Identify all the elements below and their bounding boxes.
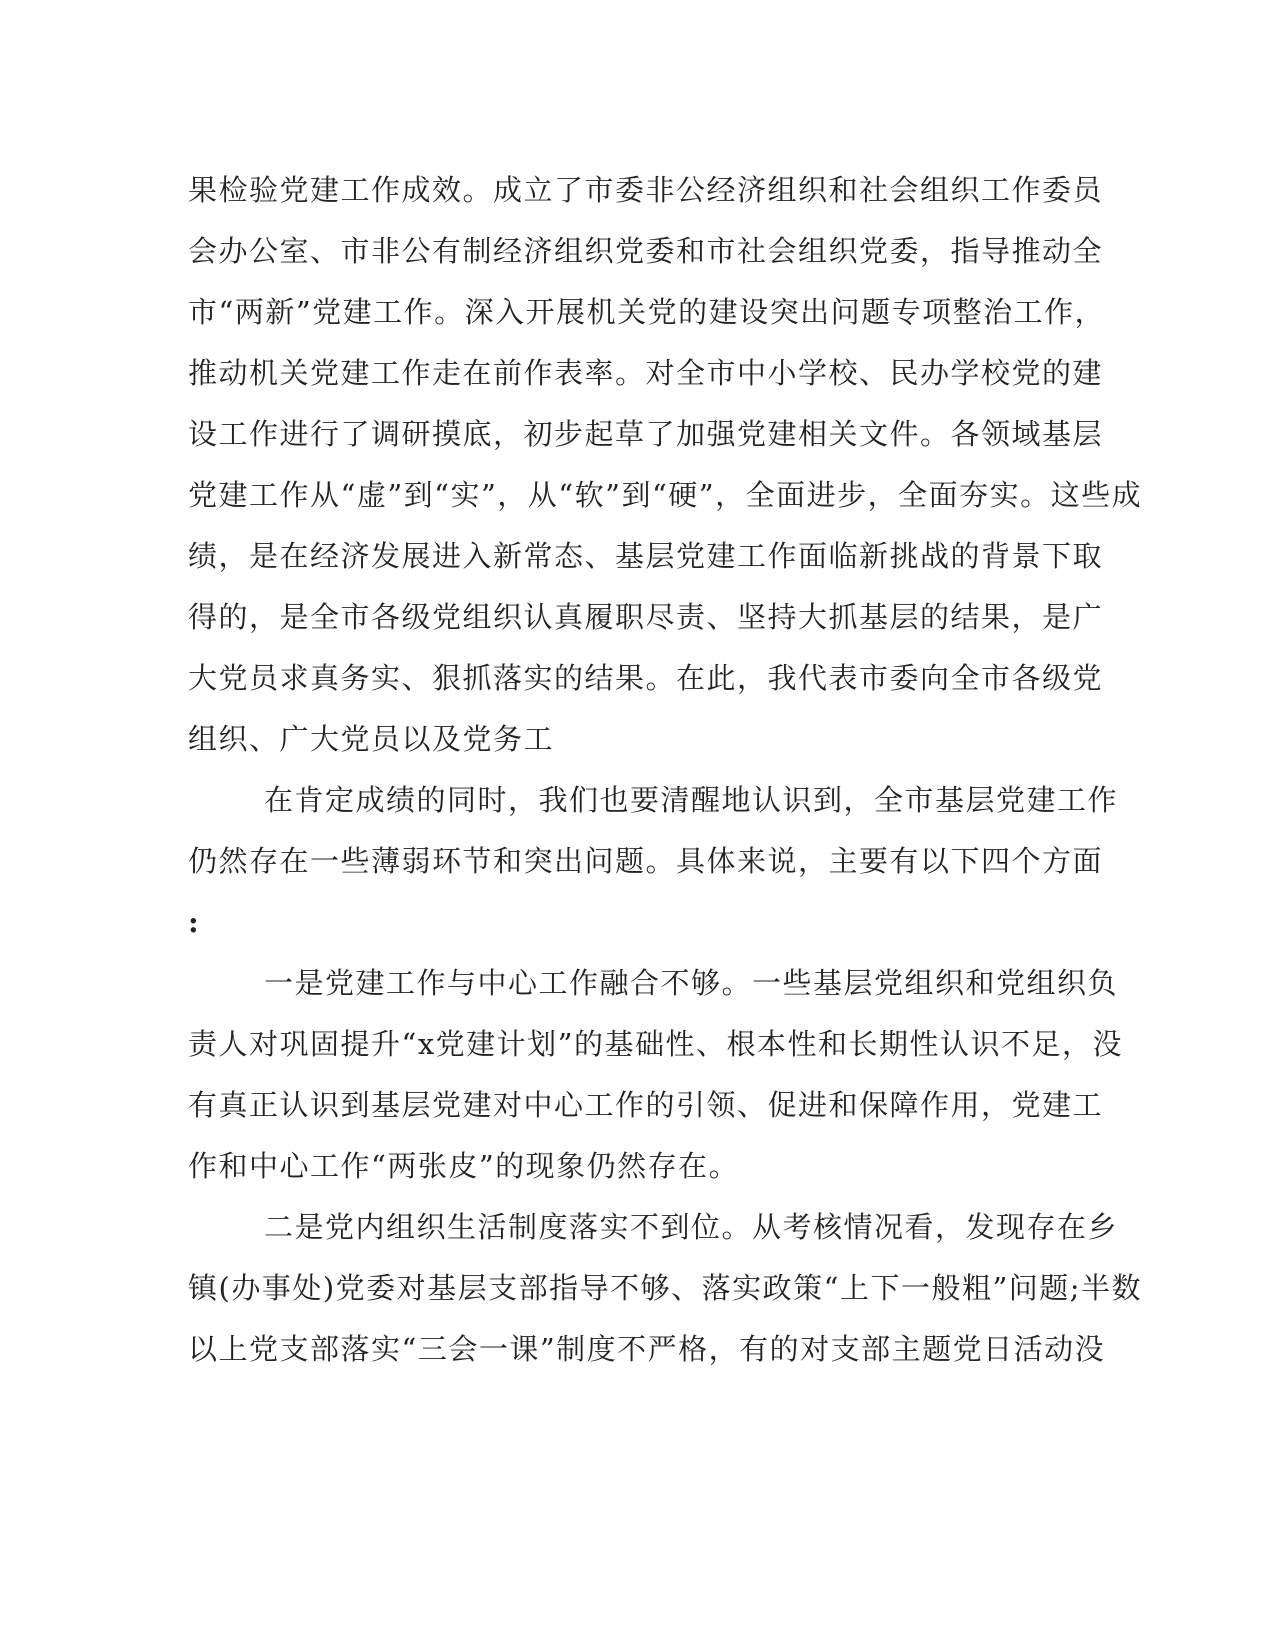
text-line: 会办公室、市非公有制经济组织党委和市社会组织党委，指导推动全 [188,234,1104,268]
text-line: 有真正认识到基层党建对中心工作的引领、促进和保障作用，党建工 [188,1088,1104,1122]
document-body [188,160,1143,1380]
text-line: 责人对巩固提升“x党建计划”的基础性、根本性和长期性认识不足，没 [188,1027,1124,1061]
text-line: 市“两新”党建工作。深入开展机关党的建设突出问题专项整治工作， [188,295,1106,329]
text-line: 推动机关党建工作走在前作表率。对全市中小学校、民办学校党的建 [188,356,1104,390]
text-line: 得的，是全市各级党组织认真履职尽责、坚持大抓基层的结果，是广 [188,600,1104,634]
paragraph-start-line: 一是党建工作与中心工作融合不够。一些基层党组织和党组织负 [264,966,1119,1000]
text-line: 绩，是在经济发展进入新常态、基层党建工作面临新挑战的背景下取 [188,539,1104,573]
text-line: : [188,905,201,939]
text-line: 组织、广大党员以及党务工 [188,722,555,756]
text-line: 党建工作从“虚”到“实”，从“软”到“硬”，全面进步，全面夯实。这些成 [188,478,1143,512]
text-line: 设工作进行了调研摸底，初步起草了加强党建相关文件。各领域基层 [188,417,1104,451]
text-line: 仍然存在一些薄弱环节和突出问题。具体来说，主要有以下四个方面 [188,844,1104,878]
text-line: 作和中心工作“两张皮”的现象仍然存在。 [188,1149,740,1183]
text-line: 镇(办事处)党委对基层支部指导不够、落实政策“上下一般粗”问题;半数 [188,1271,1143,1305]
text-line: 以上党支部落实“三会一课”制度不严格，有的对支部主题党日活动没 [188,1332,1106,1366]
paragraph-start-line: 二是党内组织生活制度落实不到位。从考核情况看，发现存在乡 [264,1210,1119,1244]
paragraph-start-line: 在肯定成绩的同时，我们也要清醒地认识到，全市基层党建工作 [264,783,1119,817]
text-line: 大党员求真务实、狠抓落实的结果。在此，我代表市委向全市各级党 [188,661,1104,695]
text-line: 果检验党建工作成效。成立了市委非公经济组织和社会组织工作委员 [188,173,1104,207]
